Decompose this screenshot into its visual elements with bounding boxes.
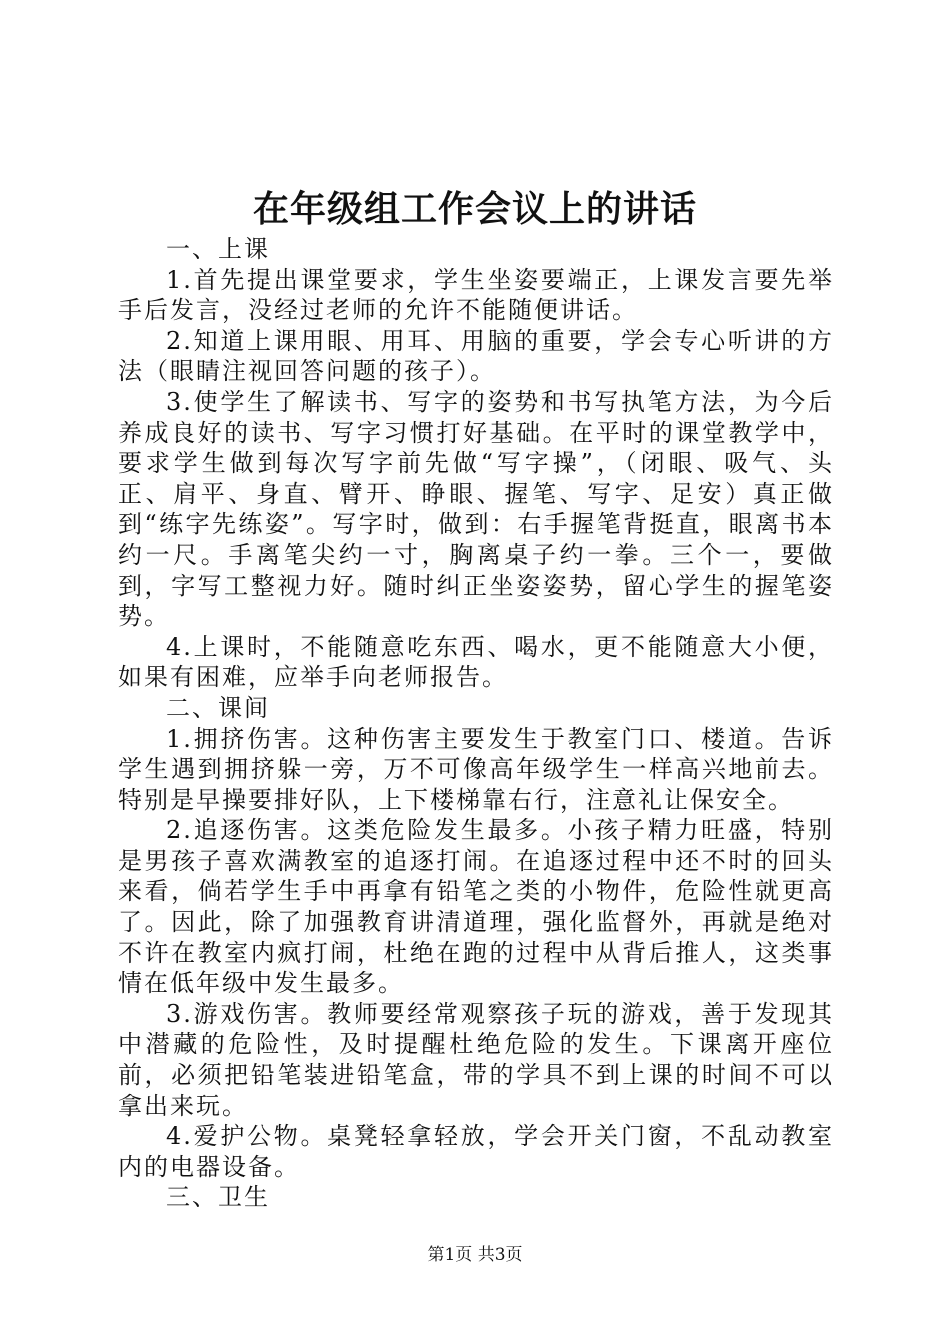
section-heading: 三、卫生: [166, 1183, 270, 1212]
section-heading: 一、上课: [166, 235, 270, 263]
paragraph: 1.首先提出课堂要求，学生坐姿要端正，上课发言要先举手后发言，没经过老师的允许不能随便讲话。: [118, 265, 834, 325]
paragraph: 3.使学生了解读书、写字的姿势和书写执笔方法，为今后养成良好的读书、写字习惯打好基础。在平时的课堂教学中，要求学生做到每次写字前先做“写字操”，（闭眼、吸气、头正、肩平、身直、臂开、睁眼、握笔、写字、足安）真正做到“练字先练姿”。写字时，做到：右手握笔背挺直，眼离书本约一尺。手离笔尖约一寸，胸离桌子约一拳。三个一，要做到，字写工整视力好。随时纠正坐姿姿势，留心学生的握笔姿势。: [118, 387, 834, 631]
document-body: [118, 234, 834, 1213]
paragraph: 3.游戏伤害。教师要经常观察孩子玩的游戏，善于发现其中潜藏的危险性，及时提醒杜绝危险的发生。下课离开座位前，必须把铅笔装进铅笔盒，带的学具不到上课的时间不可以拿出来玩。: [118, 999, 834, 1120]
paragraph: 4.上课时，不能随意吃东西、喝水，更不能随意大小便，如果有困难，应举手向老师报告。: [118, 632, 834, 692]
page-number-footer: 第1页 共3页: [427, 1245, 523, 1265]
section-heading: 二、课间: [166, 693, 270, 722]
paragraph: 2.追逐伤害。这类危险发生最多。小孩子精力旺盛，特别是男孩子喜欢满教室的追逐打闹。在追逐过程中还不时的回头来看，倘若学生手中再拿有铅笔之类的小物件，危险性就更高了。因此，除了加强教育讲清道理，强化监督外，再就是绝对不许在教室内疯打闹，杜绝在跑的过程中从背后推人，这类事情在低年级中发生最多。: [118, 816, 834, 998]
paragraph: 4.爱护公物。桌凳轻拿轻放，学会开关门窗，不乱动教室内的电器设备。: [118, 1122, 834, 1181]
paragraph: 2.知道上课用眼、用耳、用脑的重要，学会专心听讲的方法（眼睛注视回答问题的孩子）。: [118, 326, 834, 386]
document-title: 在年级组工作会议上的讲话: [252, 188, 697, 230]
paragraph: 1.拥挤伤害。这种伤害主要发生于教室门口、楼道。告诉学生遇到拥挤躲一旁，万不可像高年级学生一样高兴地前去。特别是早操要排好队，上下楼梯靠右行，注意礼让保安全。: [118, 724, 834, 814]
